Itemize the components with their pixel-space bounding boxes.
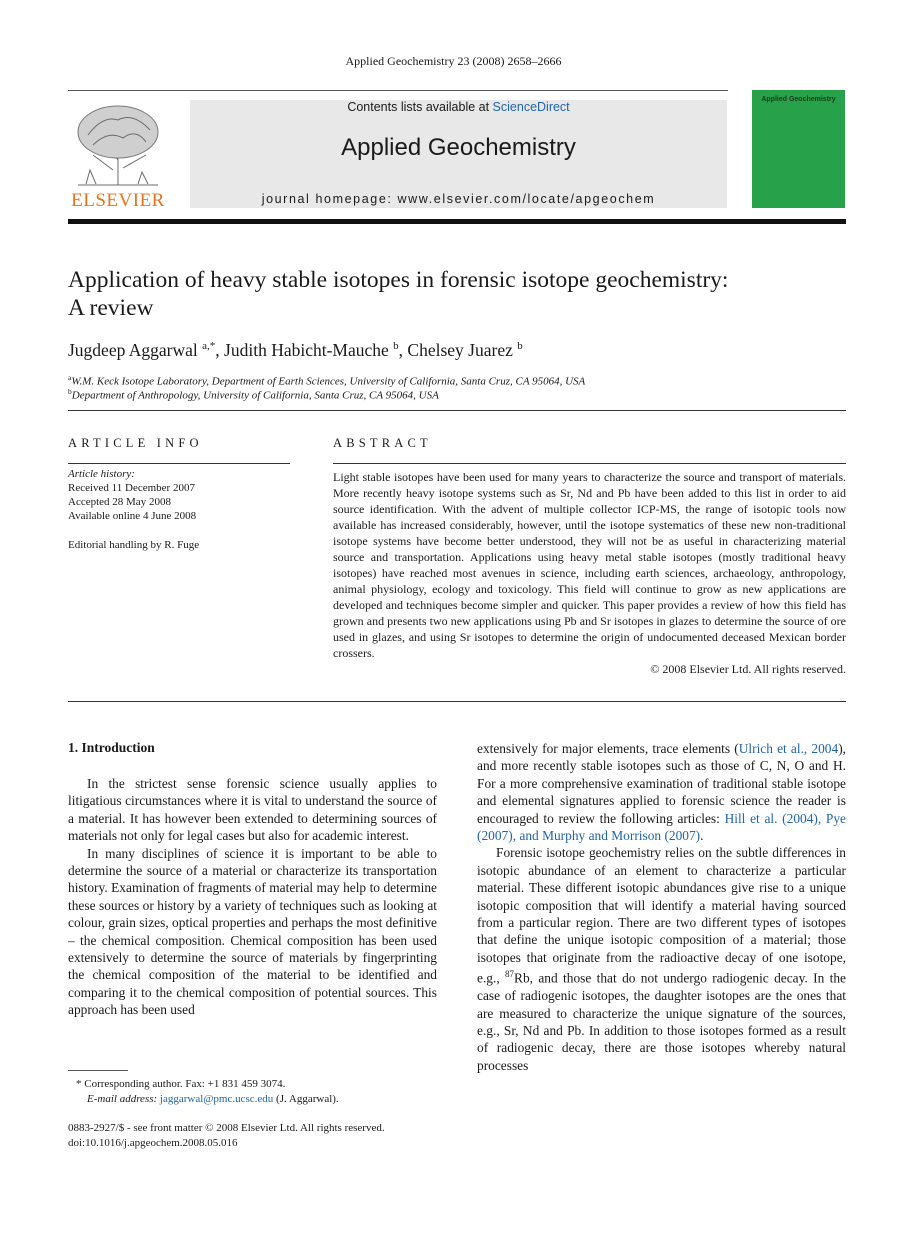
editorial-handling: Editorial handling by R. Fuge [68, 539, 200, 551]
reference-link[interactable]: Hill et al. (2004), Pye (2007), and Murphy and Morrison (2007) [477, 810, 846, 844]
email-note [68, 1092, 448, 1107]
accepted-date: Accepted 28 May 2008 [68, 496, 171, 508]
author-name: Jugdeep Aggarwal [68, 340, 198, 360]
journal-cover-image [752, 90, 845, 208]
header-rule [68, 90, 728, 91]
abstract-body [333, 469, 846, 677]
journal-title: Applied Geochemistry [341, 134, 576, 161]
reference-link[interactable]: Ulrich et al., 2004 [738, 741, 839, 756]
article-info-heading: ARTICLE INFO [68, 436, 203, 450]
affiliation-rule [68, 410, 846, 411]
paragraph [477, 844, 846, 1074]
abstract-text: Light stable isotopes have been used for many years to characterize the source and transport of materials. More recently heavy isotope systems such as Sr, Nd and Pb have been added to this list in order to aid source identification. With the advent of multiple collector ICP-MS, the range of isotopic tools now available has increased considerably, however, until the isotope systematics of these new non-traditional isotope systems have become better understood, they will not be as useful in characterizing material source and transportation. Applications using heavy metal stable isotopes (mostly traditional heavy isotopes) have reached most avenues in science, including earth sciences, archaeology, anthropology, animal physiology, ecology and toxicology. This field will continue to grow as new applications are developed and techniques become simpler and quicker. This paper provides a review of how this field has grown and presents two new applications using Pb and Sr isotopes in glazes to determine the source of ore used in glazes, and using Sr isotopes to determine the origin of undocumented deceased Mexican border crossers. [333, 470, 846, 660]
footnotes [68, 1077, 448, 1107]
publication-info [68, 1121, 488, 1151]
article-title-line2: A review [68, 295, 154, 321]
affiliation-text: W.M. Keck Isotope Laboratory, Department of Earth Sciences, University of California, Santa Cruz, CA 95064, USA [71, 375, 586, 388]
article-info-rule [68, 463, 290, 464]
abstract-bottom-rule [68, 701, 846, 702]
email-label: E-mail address: [87, 1093, 160, 1105]
issn-line: 0883-2927/$ - see front matter © 2008 Elsevier Ltd. All rights reserved. [68, 1122, 385, 1134]
corresponding-author-note: * Corresponding author. Fax: +1 831 459 3074. [76, 1078, 286, 1090]
abstract-copyright: © 2008 Elsevier Ltd. All rights reserved. [650, 662, 846, 676]
doi-line[interactable]: doi:10.1016/j.apgeochem.2008.05.016 [68, 1137, 238, 1149]
corresponding-text: Corresponding author. Fax: +1 831 459 3074. [84, 1078, 286, 1090]
paragraph-text: Rb, and those that do not undergo radiogenic decay. In the case of radiogenic isotopes, the daughter isotopes are the ones that are measured to characterize the unique signature of the sources, e.g., Sr, Nd and Pb. In addition to those isotopes formed as a result of radiogenic decay, there are those isotopes whereby natural processes [477, 970, 846, 1073]
paragraph-text: Forensic isotope geochemistry relies on the subtle differences in isotopic abundance of an element to characterize a particular material. These different isotopic abundances give rise to a unique isotopic composition that will identify a material having sourced from a particular region. There are two different types of isotopes that define the unique isotopic composition of a material; those isotopes that originate from the radioactive decay of one isotope, e.g., [477, 845, 846, 986]
left-column [68, 775, 437, 1019]
affiliation-mark: a [68, 373, 72, 382]
publisher-logo-text: ELSEVIER [71, 190, 165, 211]
paragraph-text: ), and more recently stable isotopes such as those of C, N, O and H. For a more comprehensive examination of traditional stable isotope and elemental signatures applied to forensic science the reader is encouraged to review the following articles: [477, 741, 847, 826]
article-title-line1: Application of heavy stable isotopes in forensic isotope geochemistry: [68, 267, 729, 293]
right-column [477, 740, 846, 1074]
contents-line [190, 100, 727, 114]
isotope-mass-superscript: 87 [505, 969, 515, 980]
paragraph: In the strictest sense forensic science usually applies to litigatious circumstances where it is vital to understand the source of a material. It has however been extended to determining sources of materials not only for legal cases but also for academic interest. [68, 776, 437, 844]
email-link[interactable]: jaggarwal@pmc.ucsc.edu [159, 1093, 274, 1105]
paragraph: In many disciplines of science it is important to be able to determine the source of a material or characterize its transportation history. Examination of fragments of material may help to determine these sources or history by a variety of techniques such as looking at colour, grain sizes, optical properties and perhaps the most definitive – the chemical composition. Chemical composition has been used extensively to determine the source of materials by fingerprinting the chemical composition of the material to be identified and comparing it to the chemical composition of potential sources. This approach has been used [68, 845, 437, 1018]
cover-title: Applied Geochemistry [761, 96, 836, 103]
abstract-rule [333, 463, 846, 464]
footnote-rule [68, 1070, 128, 1071]
contents-prefix: Contents lists available at [347, 100, 493, 114]
abstract-heading: ABSTRACT [333, 436, 432, 450]
author-name: Chelsey Juarez [407, 340, 513, 360]
paragraph-text: . [700, 828, 704, 844]
journal-homepage[interactable]: journal homepage: www.elsevier.com/locate/apgeochem [261, 192, 656, 206]
received-date: Received 11 December 2007 [68, 482, 195, 494]
affiliation-text: Department of Anthropology, University of California, Santa Cruz, CA 95064, USA [71, 389, 439, 402]
sciencedirect-link[interactable]: ScienceDirect [492, 100, 570, 114]
section-heading: 1. Introduction [68, 740, 155, 755]
affiliation [68, 373, 848, 388]
paragraph-text: extensively for major elements, trace elements ( [477, 741, 739, 756]
author-list: Jugdeep Aggarwal $^{a,*}$, Judith Habicht-Mauche $^b$, Chelsey Juarez $^b$ [68, 340, 523, 360]
journal-citation: Applied Geochemistry 23 (2008) 2658–2666 [345, 54, 562, 68]
paragraph [477, 740, 846, 844]
affiliation-mark: b [68, 387, 72, 396]
article-history [68, 467, 298, 552]
author-name: Judith Habicht-Mauche [224, 340, 389, 360]
author-affiliation-mark[interactable]: b [393, 340, 399, 353]
author-affiliation-mark[interactable]: a,* [202, 340, 216, 353]
history-label: Article history: [68, 468, 135, 480]
affiliation [68, 387, 848, 402]
author-affiliation-mark[interactable]: b [517, 340, 523, 353]
article-title [68, 266, 848, 322]
online-date: Available online 4 June 2008 [68, 510, 197, 522]
header-thick-rule [68, 219, 846, 224]
email-suffix: (J. Aggarwal). [273, 1093, 339, 1105]
